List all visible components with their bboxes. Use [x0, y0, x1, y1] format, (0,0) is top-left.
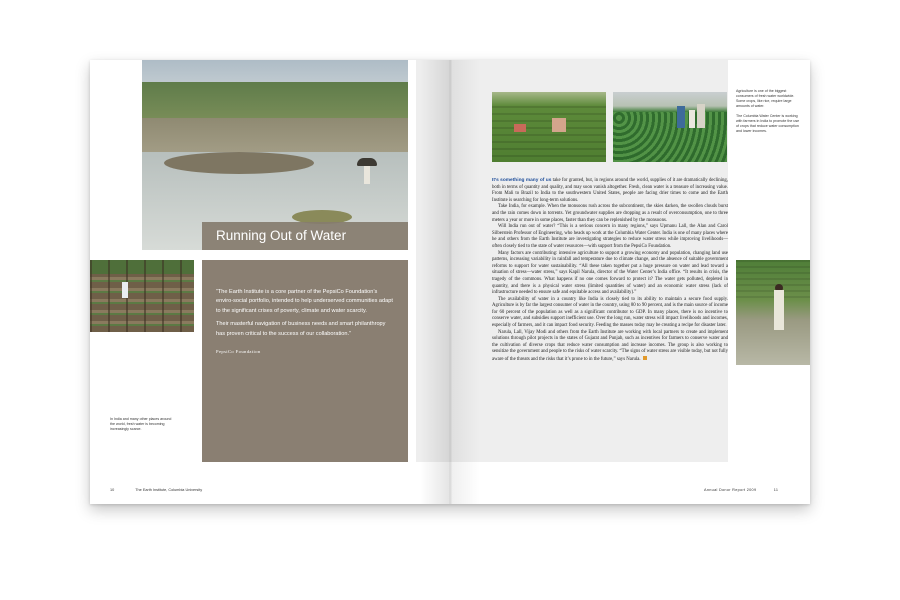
- photo-man-in-paddy: [736, 260, 810, 365]
- quote-attribution: PepsiCo Foundation: [216, 349, 261, 355]
- article-lead: It’s something many of us: [492, 178, 552, 183]
- photo-workers-in-field: [492, 92, 606, 162]
- folio-left: [110, 488, 202, 492]
- magazine-spread: [90, 60, 810, 504]
- folio-right-text: Annual Donor Report 2009: [704, 488, 757, 492]
- article-paragraph-4: Many factors are contributing: intensive agriculture to support a growing economy and population, changing land use patterns, increasing variability in rainfall and temperature due to climate change, and the absence of suitable government reforms to support for water sustainability. “All these taken together put a huge pressure on water and lead toward a situation of stress—water stress,” says Kapil Narula, director of the Water Center’s India office. “It results in crisis, the tragedy of the commons. What happens if no one comes forward to protect it? The water gets polluted, depleted in quantity, and there is a physical water stress (limited quantities of water) and an economic water stress (lack of infrastructure needed to ensure safe and equitable access and availability).”: [492, 250, 728, 296]
- article-paragraph-6: Narula, Lall, Vijay Modi and others from the Earth Institute are working with local partners to create and implement solutions through pilot projects in the states of Gujarat and Punjab, such as incentives for farmers to conserve water and the cultivation of diverse crops that reduce water consumption and increase incomes. The group is also working to sensitize the government and people to the risks of water scarcity. “The signs of water stress are visible today, but not fully aware of the threats and the risks that it’s prone to in the future,” says Narula.: [492, 329, 728, 363]
- quote-paragraph-2: Their masterful navigation of business needs and smart philanthropy has proven critical to the success of our collaboration.”: [216, 321, 386, 337]
- end-mark-icon: [643, 356, 647, 360]
- page-number-left: 10: [110, 488, 115, 492]
- article-paragraph-3: Will India run out of water? “This is a serious concern in many regions,” says Upmanu Lall, the Alan and Carol Silberstein Professor of Engineering, who heads up work at the Columbia Water Center. India is one of many places where he and others from the Earth Institute are investigating strategies to reduce water stress while improving livelihoods—often closely tied to the state of water resources—with support from the PepsiCo Foundation.: [492, 224, 728, 249]
- folio-left-text: The Earth Institute, Columbia University: [135, 488, 203, 492]
- article-paragraph-2: Take India, for example. When the monsoons rush across the subcontinent, the skies darken, the swollen clouds burst and the rain comes down in torrents. Yet groundwater supplies are dropping as a result of overconsumption, one to three meters a year or more in some places, faster than they can be replenished by the monsoons.: [492, 204, 728, 223]
- article-paragraph-1: It’s something many of us take for granted, but, in regions around the world, supplies of it are dramatically declining, both in terms of quantity and quality, and may soon vanish altogether. Fresh, clean water is a treasure of increasing value. From Mali to Brazil to India to the southwestern United States, people are facing drier times to come and the Earth Institute is searching for long-term solutions.: [492, 178, 729, 203]
- quote-paragraph-1: “The Earth Institute is a core partner of the PepsiCo Foundation’s enviro-social portfolio, intended to help underserved communities adapt to the significant crises of poverty, climate and water scarcity.: [216, 289, 393, 314]
- caption-right-1: Agriculture is one of the biggest consumers of fresh water worldwide. Some crops, like rice, require large amounts of water.: [736, 89, 795, 108]
- article-body: [492, 178, 728, 364]
- pull-quote-box: [202, 260, 408, 462]
- photo-farmer-watering-plots: [90, 260, 194, 332]
- folio-right: [704, 488, 778, 492]
- article-title: Running Out of Water: [202, 222, 408, 250]
- photo-farmers-in-crops: [613, 92, 727, 162]
- caption-right-2: The Columbia Water Center is working with farmers in India to promote the use of crops that reduce water consumption and lower incomes.: [736, 114, 800, 133]
- page-number-right: 11: [773, 488, 779, 492]
- photo-captions-right: [736, 89, 800, 139]
- photo-caption-left: In India and many other places around the world, fresh water is becoming increasingly scarce.: [110, 417, 172, 431]
- article-paragraph-5: The availability of water in a country like India is closely tied to its ability to maintain a secure food supply. Agriculture is by far the largest consumer of water in the country, using 80 to 90 percent, and is the main source of income for 60 percent of the population as well as a significant contributor to GDP. In many places, there is no incentive to conserve water, and subsidies support inefficient use. Over the long run, water stress will impact livelihoods and incomes, especially of farmers, and it can impact food security. Feeding the masses today may be creating a recipe for disaster later.: [492, 296, 728, 329]
